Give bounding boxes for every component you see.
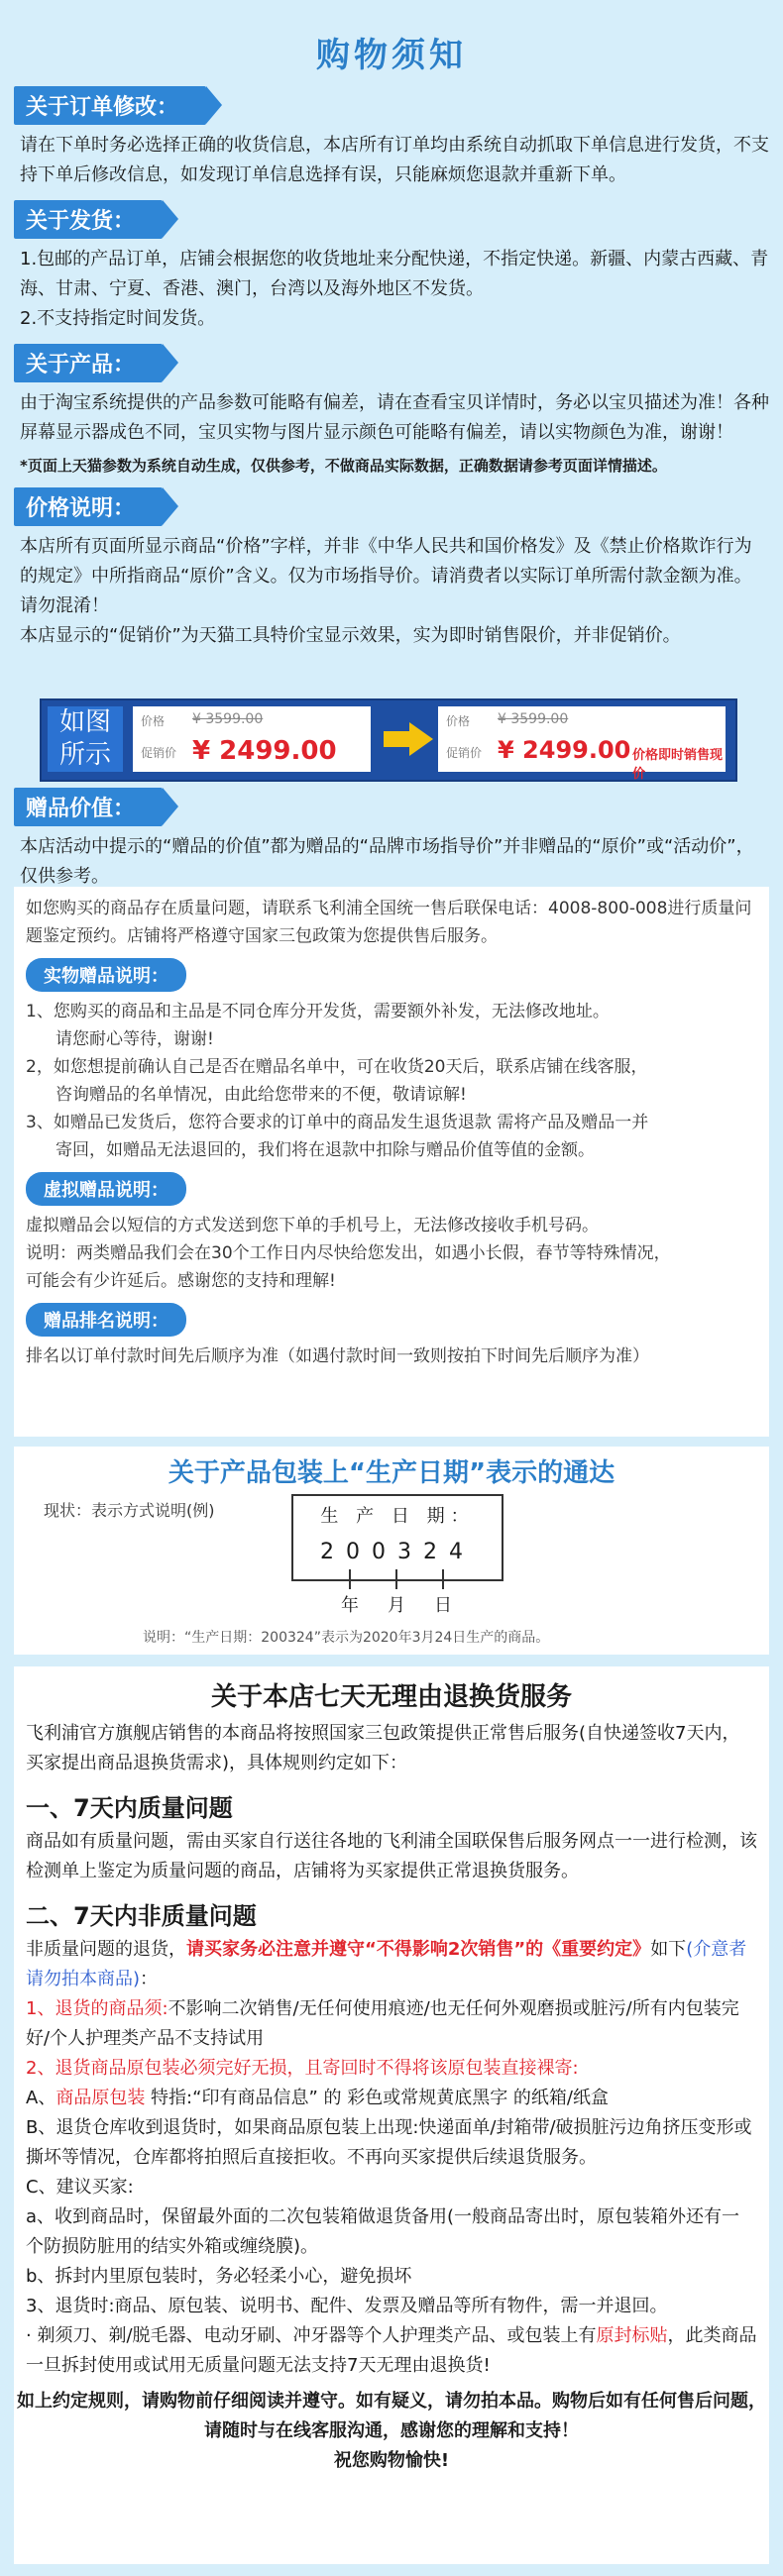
- day-pointer: [442, 1569, 444, 1589]
- after-sales-intro: 如您购买的商品存在质量问题，请联系飞利浦全国统一售后联保电话：4008-800-008进行质量问题鉴定预约。店铺将严格遵守国家三包政策为您提供售后服务。: [26, 899, 752, 946]
- virtual-gift-tag: 虚拟赠品说明：: [26, 1172, 186, 1206]
- quality-text: 商品如有质量问题，需由买家自行送往各地的飞利浦全国联保售后服务网点一一进行检测，该检测单上鉴定为质量问题的商品，店铺将为买家提供正常退换货服务。: [26, 1831, 757, 1881]
- production-date-value: 200324: [320, 1540, 475, 1564]
- price-text-2: 本店显示的“促销价”为天猫工具特价宝显示效果，实为即时销售限价，并非促销价。: [20, 625, 681, 646]
- product-tag: 关于产品：: [14, 344, 163, 382]
- rule-a-prefix: A、: [26, 2088, 56, 2108]
- gift-rank-tag: 赠品排名说明：: [26, 1303, 186, 1337]
- day-label: 日: [434, 1595, 452, 1616]
- physical-item: 2，如您想提前确认自己是否在赠品名单中，可在收货20天后，联系店铺在线客服，: [26, 1057, 648, 1077]
- nq-colon: ：: [140, 1969, 159, 1989]
- product-section: [0, 344, 783, 478]
- product-text: 由于淘宝系统提供的产品参数可能略有偏差，请在查看宝贝详情时，务必以宝贝描述为准！各种屏幕显示器成色不同，宝贝实物与图片显示颜色可能略有偏差，请以实物颜色为准，谢谢！: [20, 392, 769, 443]
- price-section: [0, 487, 783, 651]
- promo-price-right: ¥ 2499.00: [498, 736, 631, 764]
- old-price: ¥ 3599.00: [192, 711, 264, 727]
- production-note: 说明：“生产日期：200324”表示为2020年3月24日生产的商品。: [143, 1630, 550, 1646]
- closing-text: 如上约定规则，请购物前仔细阅读并遵守。如有疑义，请勿拍本品。购物后如有任何售后问题，请随时与在线客服沟通，感谢您的理解和支持！: [17, 2391, 766, 2441]
- virtual-item: 说明：两类赠品我们会在30个工作日内尽快给您发出，如遇小长假，春节等特殊情况，: [26, 1243, 671, 1263]
- price-field-label-right: 价格: [446, 714, 471, 728]
- rule-1-lead: 1、退货的商品须:: [26, 1998, 168, 2019]
- physical-item: 寄回，如赠品无法退回的，我们将在退款中扣除与赠品价值等值的金额。: [56, 1140, 595, 1160]
- gift-notes-card: [14, 887, 769, 1437]
- nq-important-text: 请买家务必注意并遵守“不得影响2次销售”的《重要约定》: [186, 1939, 651, 1960]
- price-tag: 价格说明：: [14, 487, 163, 526]
- production-date-section: [14, 1447, 769, 1655]
- physical-item: 请您耐心等待，谢谢!: [56, 1029, 214, 1049]
- product-note: *页面上天猫参数为系统自动生成，仅供参考，不做商品实际数据，正确数据请参考页面详情描述。: [20, 457, 667, 475]
- return-rule-ca: a、收到商品时，保留最外面的二次包装箱做退货备用(一般商品寄出时，原包装箱外还有一个防损防脏用的结实外箱或缠绕膜)。: [26, 2206, 740, 2257]
- physical-item: 咨询赠品的名单情况，由此给您带来的不便，敬请谅解!: [56, 1085, 467, 1105]
- physical-item: 1、您购买的商品和主品是不同仓库分开发货，需要额外补发，无法修改地址。: [26, 1002, 610, 1021]
- return-rule-4: [26, 2321, 757, 2381]
- shipping-line-1: 1.包邮的产品订单，店铺会根据您的收货地址来分配快递，不指定快递。新疆、内蒙古西藏、青海、甘肃、宁夏、香港、澳门，台湾以及海外地区不发货。: [20, 249, 769, 299]
- production-date-label: 生 产 日 期：: [320, 1506, 475, 1527]
- physical-item: 3、如赠品已发货后，您符合要求的订单中的商品发生退货退款 需将产品及赠品一并: [26, 1113, 649, 1132]
- return-rule-b: B、退货仓库收到退货时，如果商品原包装上出现:快递面单/封箱带/破损脏污边角挤压变形或撕坏等情况，仓库都将拍照后直接拒收。不再向买家提供后续退货服务。: [26, 2117, 752, 2168]
- year-label: 年: [341, 1595, 359, 1616]
- nonquality-heading: 二、7天内非质量问题: [26, 1902, 257, 1930]
- promo-field-label: 促销价: [141, 746, 177, 760]
- virtual-item: 可能会有少许延后。感谢您的支持和理解!: [26, 1271, 336, 1291]
- production-date-box: [291, 1494, 503, 1581]
- return-rule-c: C、建议买家:: [26, 2177, 134, 2198]
- rule-4-text: · 剃须刀、剃/脱毛器、电动牙刷、冲牙器等个人护理类产品、或包装上有: [26, 2325, 597, 2346]
- shipping-section: [0, 200, 783, 334]
- gift-value-section: [0, 788, 783, 892]
- promo-price: ¥ 2499.00: [192, 736, 337, 766]
- order-change-text: 请在下单时务必选择正确的收货信息，本店所有订单均由系统自动抓取下单信息进行发货，不支持下单后修改信息，如发现订单信息选择有误，只能麻烦您退款并重新下单。: [20, 135, 769, 185]
- year-pointer: [349, 1569, 351, 1589]
- gift-rank-text: 排名以订单付款时间先后顺序为准（如遇付款时间一致则按拍下时间先后顺序为准）: [26, 1346, 649, 1366]
- virtual-item: 虚拟赠品会以短信的方式发送到您下单的手机号上，无法修改接收手机号码。: [26, 1216, 599, 1235]
- order-change-section: [0, 86, 783, 190]
- order-change-tag: 关于订单修改：: [14, 86, 206, 125]
- price-demo-banner: [40, 698, 737, 782]
- nq-tail-text: 如下: [650, 1939, 687, 1960]
- return-rule-3: 3、退货时:商品、原包装、说明书、配件、发票及赠品等所有物件，需一并退回。: [26, 2296, 668, 2316]
- nonquality-lead: [26, 1935, 757, 1994]
- nq-warning-text: (介意者请勿拍本商品): [26, 1939, 747, 1989]
- return-rule-a: [26, 2084, 757, 2113]
- production-desc: 现状：表示方式说明(例): [44, 1501, 215, 1520]
- nq-lead-text: 非质量问题的退货，: [26, 1939, 186, 1960]
- physical-gift-tag: 实物赠品说明：: [26, 958, 186, 992]
- old-price-right: ¥ 3599.00: [498, 711, 569, 727]
- rule-1-text: 不影响二次销售/无任何使用痕迹/也无任何外观磨损或脏污/所有内包装完好/个人护理类产品不支持试用: [26, 1998, 739, 2049]
- gift-value-tag: 赠品价值：: [14, 788, 163, 826]
- price-demo-label: 如图所示: [48, 706, 123, 772]
- closing-wish: 祝您购物愉快!: [333, 2450, 450, 2471]
- price-box-original: [133, 706, 371, 772]
- shipping-line-2: 2.不支持指定时间发货。: [20, 308, 216, 329]
- return-intro: 飞利浦官方旗舰店销售的本商品将按照国家三包政策提供正常售后服务(自快递签收7天内，买家提出商品退换货需求)，具体规则约定如下：: [26, 1723, 740, 1773]
- return-rule-cb: b、拆封内里原包装时，务必轻柔小心，避免损坏: [26, 2266, 412, 2287]
- quality-heading: 一、7天内质量问题: [26, 1794, 233, 1822]
- promo-field-label-right: 促销价: [446, 746, 483, 760]
- return-rule-1: [26, 1994, 757, 2054]
- notice-title: 购物须知: [316, 36, 467, 75]
- rule-4-highlight: 原封标贴: [596, 2325, 668, 2346]
- return-heading: 关于本店七天无理由退换货服务: [210, 1682, 572, 1712]
- rule-a-highlight: 商品原包装: [56, 2088, 146, 2108]
- price-field-label: 价格: [141, 714, 166, 728]
- return-policy-section: [14, 1666, 769, 2564]
- return-rule-2: 2、退货商品原包装必须完好无损，且寄回时不得将该原包装直接裸寄:: [26, 2058, 579, 2079]
- production-heading: 关于产品包装上“生产日期”表示的通达: [168, 1458, 615, 1488]
- shipping-tag: 关于发货：: [14, 200, 163, 239]
- arrow-right-icon: [384, 722, 433, 756]
- month-pointer: [395, 1569, 397, 1589]
- price-suffix: 价格即时销售现价: [632, 748, 724, 782]
- rule-4-tail: ，此类商品一旦拆封使用或试用无质量问题无法支持7天无理由退换货!: [26, 2325, 757, 2376]
- price-box-current: [438, 706, 726, 782]
- rule-a-text: 特指:“印有商品信息” 的 彩色或常规黄底黑字 的纸箱/纸盒: [145, 2088, 609, 2108]
- month-label: 月: [388, 1595, 405, 1616]
- gift-value-text: 本店活动中提示的“赠品的价值”都为赠品的“品牌市场指导价”并非赠品的“原价”或“活动价”，仅供参考。: [20, 836, 754, 887]
- price-text-1: 本店所有页面所显示商品“价格”字样，并非《中华人民共和国价格发》及《禁止价格欺诈行为的规定》中所指商品“原价”含义。仅为市场指导价。请消费者以实际订单所需付款金额为准。请勿混淆！: [20, 536, 752, 616]
